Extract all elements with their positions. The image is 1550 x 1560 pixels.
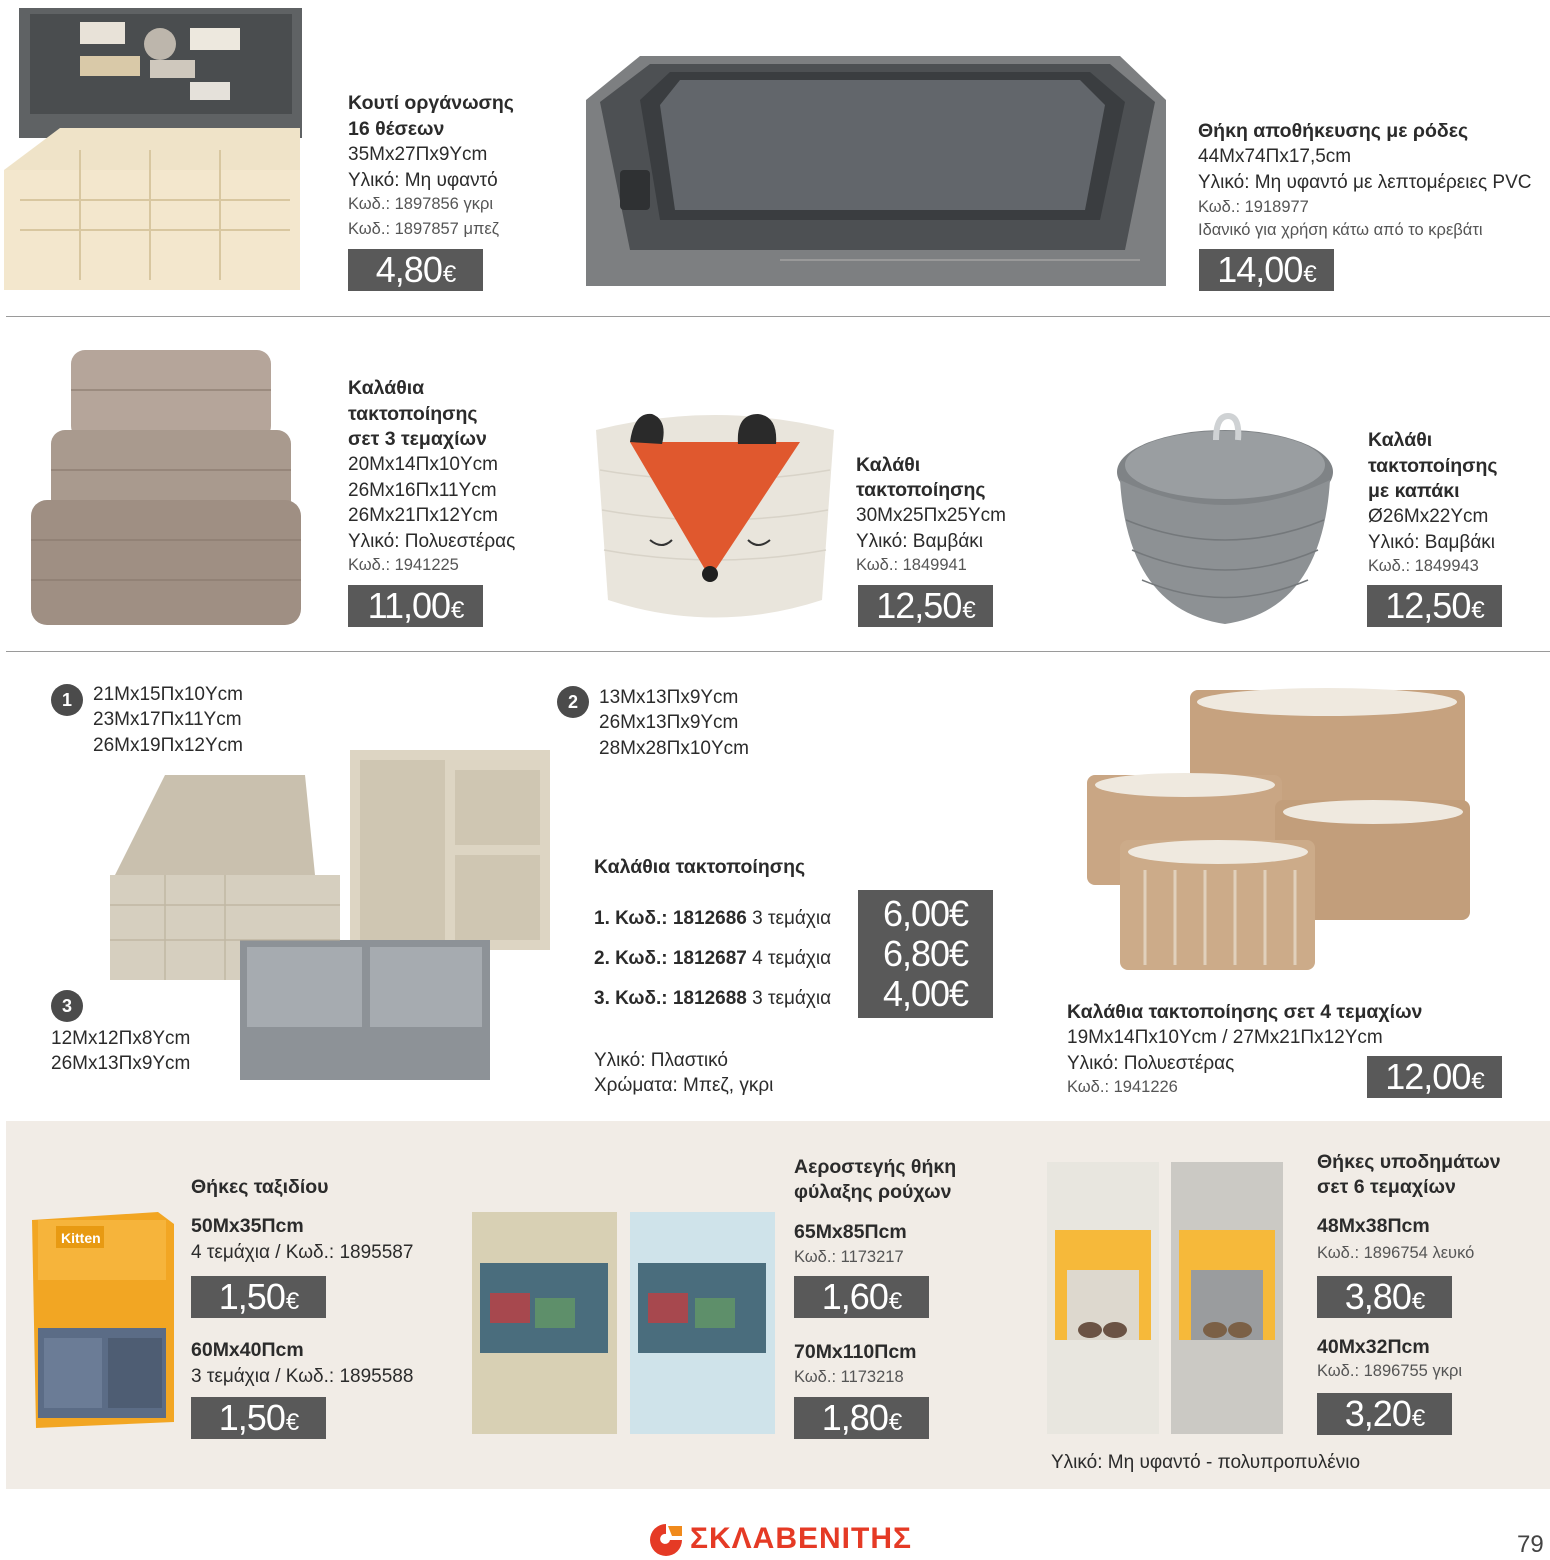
wheeled-case-title: Θήκη αποθήκευσης με ρόδες	[1198, 120, 1469, 142]
divider-2	[6, 651, 1550, 652]
fur-baskets-title-3: σετ 3 τεμαχίων	[348, 428, 487, 450]
divider-1	[6, 316, 1550, 317]
shoe-cases-image	[1045, 1160, 1295, 1438]
plastic-price-3: 4,00€	[882, 973, 969, 1014]
fur-baskets-code: Κωδ.: 1941225	[348, 556, 459, 574]
woven-set-image	[1085, 680, 1475, 980]
plastic-item-2-code: 2. Κωδ.: 1812687	[594, 948, 747, 969]
wheeled-case-size: 44Mx74Πx17,5cm	[1198, 146, 1352, 167]
woven-set-title: Καλάθια τακτοποίησης σετ 4 τεμαχίων	[1067, 1001, 1423, 1023]
vacuum-title-1: Αεροστεγής θήκη	[794, 1156, 957, 1178]
vacuum-bags-image	[470, 1208, 780, 1438]
fox-basket-size: 30Mx25Πx25Ycm	[856, 505, 1006, 526]
kitten-brand: Kitten	[61, 1230, 101, 1246]
shoe-price-2: 3,20€	[1317, 1393, 1452, 1435]
plastic-price-2: 6,80€	[882, 933, 969, 974]
shoe-code-2: Κωδ.: 1896755 γκρι	[1317, 1362, 1462, 1380]
shoe-title-1: Θήκες υποδημάτων	[1317, 1151, 1501, 1173]
plastic-prices-box	[858, 890, 993, 1018]
plastic-price-1: 6,00€	[882, 893, 969, 934]
woven-set-code: Κωδ.: 1941226	[1067, 1078, 1178, 1096]
brand-name: ΣΚΛΑΒΕΝΙΤΗΣ	[690, 1522, 913, 1555]
set2-size-3: 28Mx28Πx10Ycm	[599, 738, 749, 759]
fur-baskets-title-1: Καλάθια	[348, 377, 425, 399]
plastic-item-3-code: 3. Κωδ.: 1812688	[594, 988, 747, 1009]
shoe-title-2: σετ 6 τεμαχίων	[1317, 1176, 1456, 1198]
page-number: 79	[1517, 1531, 1544, 1558]
wheeled-case-image	[580, 50, 1170, 290]
woven-set-sizes: 19Mx14Πx10Ycm / 27Mx21Πx12Ycm	[1067, 1027, 1383, 1048]
fur-baskets-size-3: 26Mx21Πx12Ycm	[348, 505, 498, 526]
organizer-code-grey: Κωδ.: 1897856 γκρι	[348, 195, 493, 213]
plastic-item-2-qty: 4 τεμάχια	[752, 948, 832, 969]
lid-basket-title-1: Καλάθι	[1368, 429, 1433, 451]
travel-size-1: 50Mx35Πcm	[191, 1215, 304, 1237]
badge-2: 2	[557, 686, 589, 718]
badge-3: 3	[51, 990, 83, 1022]
fur-baskets-title-2: τακτοποίησης	[348, 403, 478, 425]
woven-set-price: 12,00€	[1367, 1056, 1502, 1098]
plastic-item-2	[594, 946, 831, 972]
fur-baskets-size-2: 26Mx16Πx11Ycm	[348, 480, 497, 501]
set2-size-2: 26Mx13Πx9Ycm	[599, 712, 739, 733]
travel-cases-title: Θήκες ταξιδίου	[191, 1176, 329, 1198]
plastic-colors: Χρώματα: Μπεζ, γκρι	[594, 1075, 774, 1096]
plastic-item-1-qty: 3 τεμάχια	[752, 908, 832, 929]
woven-set-material: Υλικό: Πολυεστέρας	[1067, 1053, 1235, 1074]
shoe-code-1: Κωδ.: 1896754 λευκό	[1317, 1244, 1475, 1262]
lid-basket-size: Ø26Mx22Ycm	[1368, 506, 1489, 527]
fox-basket-title-1: Καλάθι	[856, 454, 921, 476]
fur-baskets-image	[25, 340, 305, 640]
set2-size-1: 13Mx13Πx9Ycm	[599, 687, 739, 708]
fox-basket-title-2: τακτοποίησης	[856, 479, 986, 501]
wheeled-case-material: Υλικό: Μη υφαντό με λεπτομέρειες PVC	[1198, 172, 1532, 193]
wheeled-case-note: Ιδανικό για χρήση κάτω από το κρεβάτι	[1198, 221, 1483, 239]
shoe-size-1: 48Mx38Πcm	[1317, 1215, 1430, 1237]
shoe-size-2: 40Mx32Πcm	[1317, 1336, 1430, 1358]
set3-size-2: 26Mx13Πx9Ycm	[51, 1053, 191, 1074]
lid-basket-title-2: τακτοποίησης	[1368, 455, 1498, 477]
set1-size-2: 23Mx17Πx11Ycm	[93, 709, 242, 730]
organizer-box-image	[0, 0, 310, 300]
lid-basket-title-3: με καπάκι	[1368, 480, 1460, 502]
set3-size-1: 12Mx12Πx8Ycm	[51, 1028, 191, 1049]
shoe-price-1: 3,80€	[1317, 1276, 1452, 1318]
organizer-title-1: Κουτί οργάνωσης	[348, 92, 514, 114]
lid-basket-code: Κωδ.: 1849943	[1368, 557, 1479, 575]
plastic-item-1	[594, 906, 831, 932]
brand-logo-icon	[648, 1522, 684, 1556]
fur-baskets-price: 11,00€	[348, 585, 483, 627]
travel-detail-1: 4 τεμάχια / Κωδ.: 1895587	[191, 1242, 414, 1263]
lid-basket-material: Υλικό: Βαμβάκι	[1368, 532, 1496, 553]
fox-basket-material: Υλικό: Βαμβάκι	[856, 531, 984, 552]
shoe-material: Υλικό: Μη υφαντό - πολυπροπυλένιο	[1051, 1452, 1361, 1473]
plastic-item-3	[594, 986, 831, 1012]
organizer-size: 35Mx27Πx9Ycm	[348, 144, 488, 165]
vacuum-price-1: 1,60€	[794, 1276, 929, 1318]
plastic-baskets-title: Καλάθια τακτοποίησης	[594, 856, 806, 878]
set1-size-1: 21Mx15Πx10Ycm	[93, 684, 243, 705]
organizer-price: 4,80€	[348, 249, 483, 291]
vacuum-size-1: 65Mx85Πcm	[794, 1221, 907, 1243]
fur-baskets-size-1: 20Mx14Πx10Ycm	[348, 454, 498, 475]
plastic-item-1-code: 1. Κωδ.: 1812686	[594, 908, 747, 929]
wheeled-case-price: 14,00€	[1199, 249, 1334, 291]
travel-size-2: 60Mx40Πcm	[191, 1339, 304, 1361]
organizer-code-beige: Κωδ.: 1897857 μπεζ	[348, 220, 499, 238]
travel-price-1: 1,50€	[191, 1276, 326, 1318]
travel-detail-2: 3 τεμάχια / Κωδ.: 1895588	[191, 1366, 414, 1387]
organizer-title-2: 16 θέσεων	[348, 118, 445, 140]
vacuum-price-2: 1,80€	[794, 1397, 929, 1439]
plastic-material: Υλικό: Πλαστικό	[594, 1050, 728, 1071]
fox-basket-code: Κωδ.: 1849941	[856, 556, 967, 574]
wheeled-case-code: Κωδ.: 1918977	[1198, 198, 1309, 216]
travel-cases-image	[28, 1210, 178, 1430]
badge-1: 1	[51, 684, 83, 716]
set1-size-3: 26Mx19Πx12Ycm	[93, 735, 243, 756]
plastic-item-3-qty: 3 τεμάχια	[752, 988, 832, 1009]
lid-basket-price: 12,50€	[1367, 585, 1502, 627]
fox-basket-image	[590, 400, 840, 635]
vacuum-code-2: Κωδ.: 1173218	[794, 1368, 904, 1386]
organizer-material: Υλικό: Μη υφαντό	[348, 170, 498, 191]
vacuum-size-2: 70Mx110Πcm	[794, 1341, 917, 1363]
vacuum-code-1: Κωδ.: 1173217	[794, 1248, 904, 1266]
fox-basket-price: 12,50€	[858, 585, 993, 627]
vacuum-title-2: φύλαξης ρούχων	[794, 1181, 952, 1203]
fur-baskets-material: Υλικό: Πολυεστέρας	[348, 531, 516, 552]
lid-basket-image	[1108, 410, 1343, 635]
travel-price-2: 1,50€	[191, 1397, 326, 1439]
